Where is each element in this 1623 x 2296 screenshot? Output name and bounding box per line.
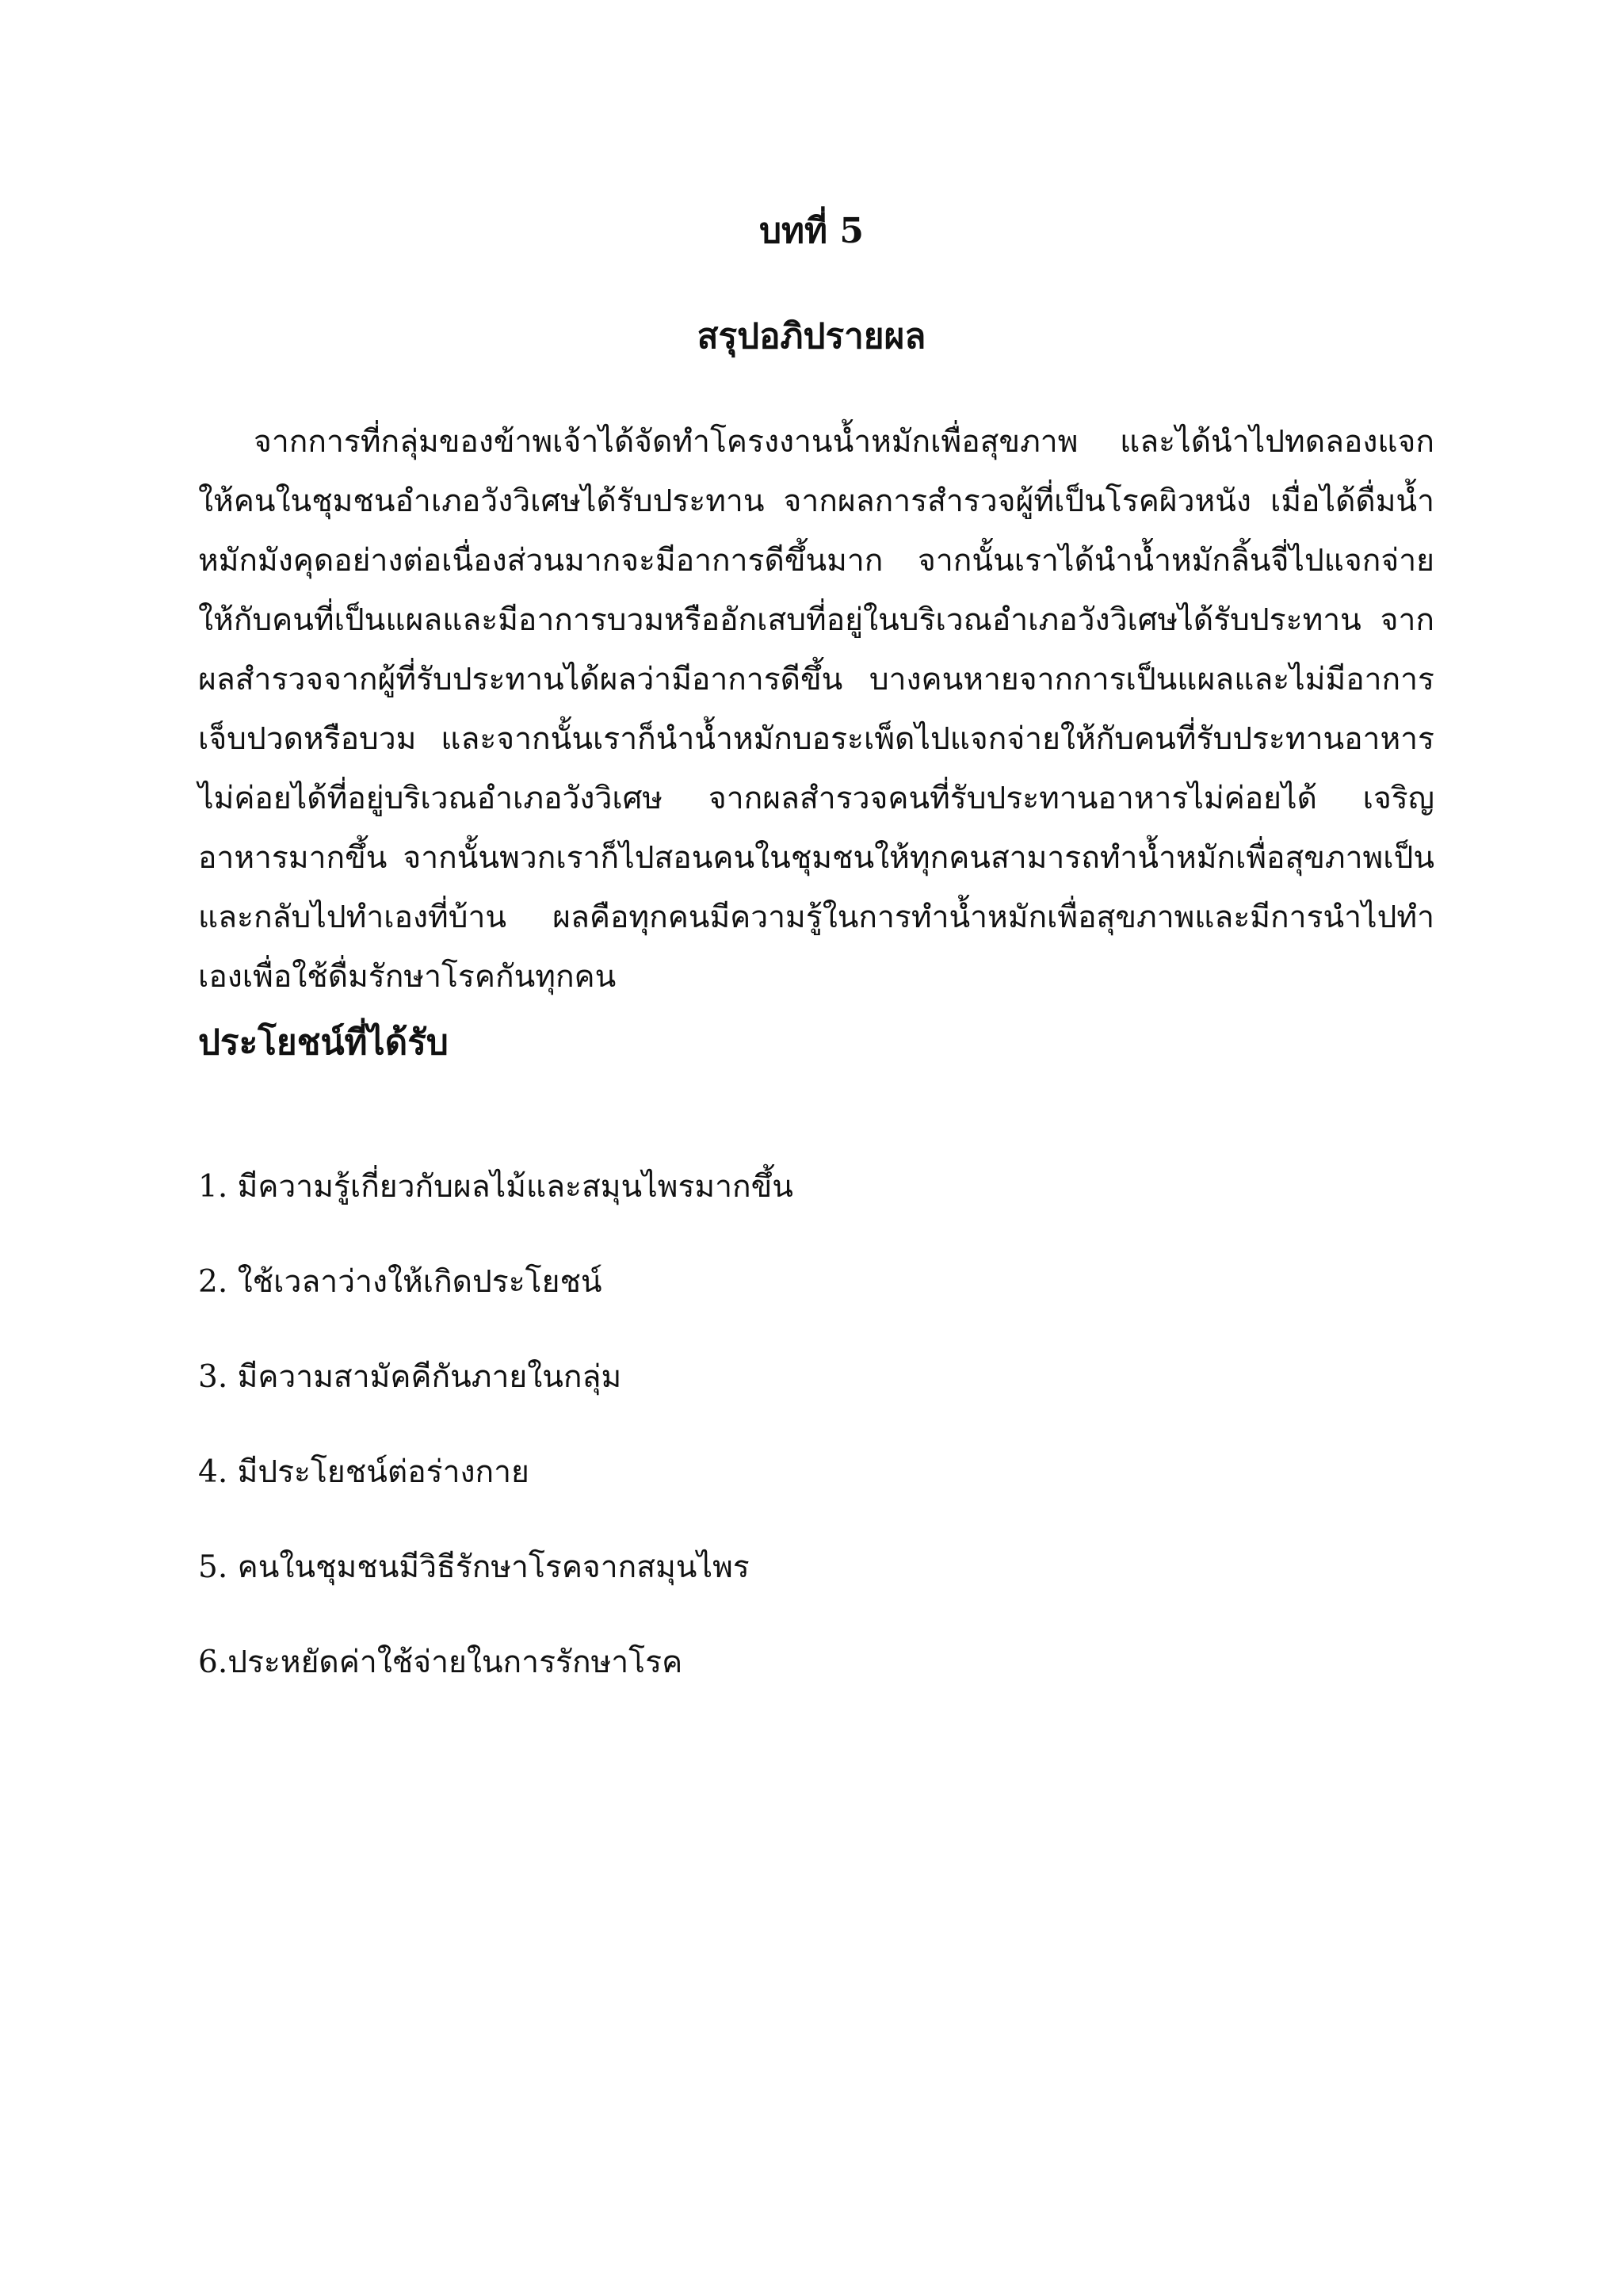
benefit-item: 5. คนในชุมชนมีวิธีรักษาโรคจากสมุนไพร [198,1549,750,1585]
chapter-number: บทที่ 5 [759,211,864,251]
benefits-heading: ประโยชน์ที่ได้รับ [198,1022,449,1063]
benefit-item: 3. มีความสามัคคีกันภายในกลุ่ม [198,1359,622,1395]
benefits-list [198,1163,1434,1734]
benefit-item: 1. มีความรู้เกี่ยวกับผลไม้และสมุนไพรมากขึ้น [198,1169,793,1205]
benefit-item: 6.ประหยัดค่าใช้จ่ายในการรักษาโรค [198,1645,683,1680]
benefit-item: 2. ใช้เวลาว่างให้เกิดประโยชน์ [198,1264,602,1300]
benefit-item: 4. มีประโยชน์ต่อร่างกาย [198,1454,529,1490]
chapter-title: สรุปอภิปรายผล [697,316,926,357]
summary-paragraph: จากการที่กลุ่มของข้าพเจ้าได้จัดทำโครงงานน้ำหมักเพื่อสุขภาพ และได้นำไปทดลองแจกให้คนในชุมชนอำเภอวังวิเศษได้รับประทาน จากผลการสำรวจผู้ที่เป็นโรคผิวหนัง เมื่อได้ดื่มน้ำหมักมังคุดอย่างต่อเนื่องส่วนมากจะมีอาการดีขึ้นมาก จากนั้นเราได้นำน้ำหมักลิ้นจี่ไปแจกจ่ายให้กับคนที่เป็นแผลและมีอาการบวมหรืออักเสบที่อยู่ในบริเวณอำเภอวังวิเศษได้รับประทาน จากผลสำรวจจากผู้ที่รับประทานได้ผลว่ามีอาการดีขึ้น บางคนหายจากการเป็นแผลและไม่มีอาการเจ็บปวดหรือบวม และจากนั้นเราก็นำน้ำหมักบอระเพ็ดไปแจกจ่ายให้กับคนที่รับประทานอาหารไม่ค่อยได้ที่อยู่บริเวณอำเภอวังวิเศษ จากผลสำรวจคนที่รับประทานอาหารไม่ค่อยได้ เจริญอาหารมากขึ้น จากนั้นพวกเราก็ไปสอนคนในชุมชนให้ทุกคนสามารถทำน้ำหมักเพื่อสุขภาพเป็นและกลับไปทำเองที่บ้าน ผลคือทุกคนมีความรู้ในการทำน้ำหมักเพื่อสุขภาพและมีการนำไปทำเองเพื่อใช้ดื่มรักษาโรคกันทุกคน [198,424,1434,995]
